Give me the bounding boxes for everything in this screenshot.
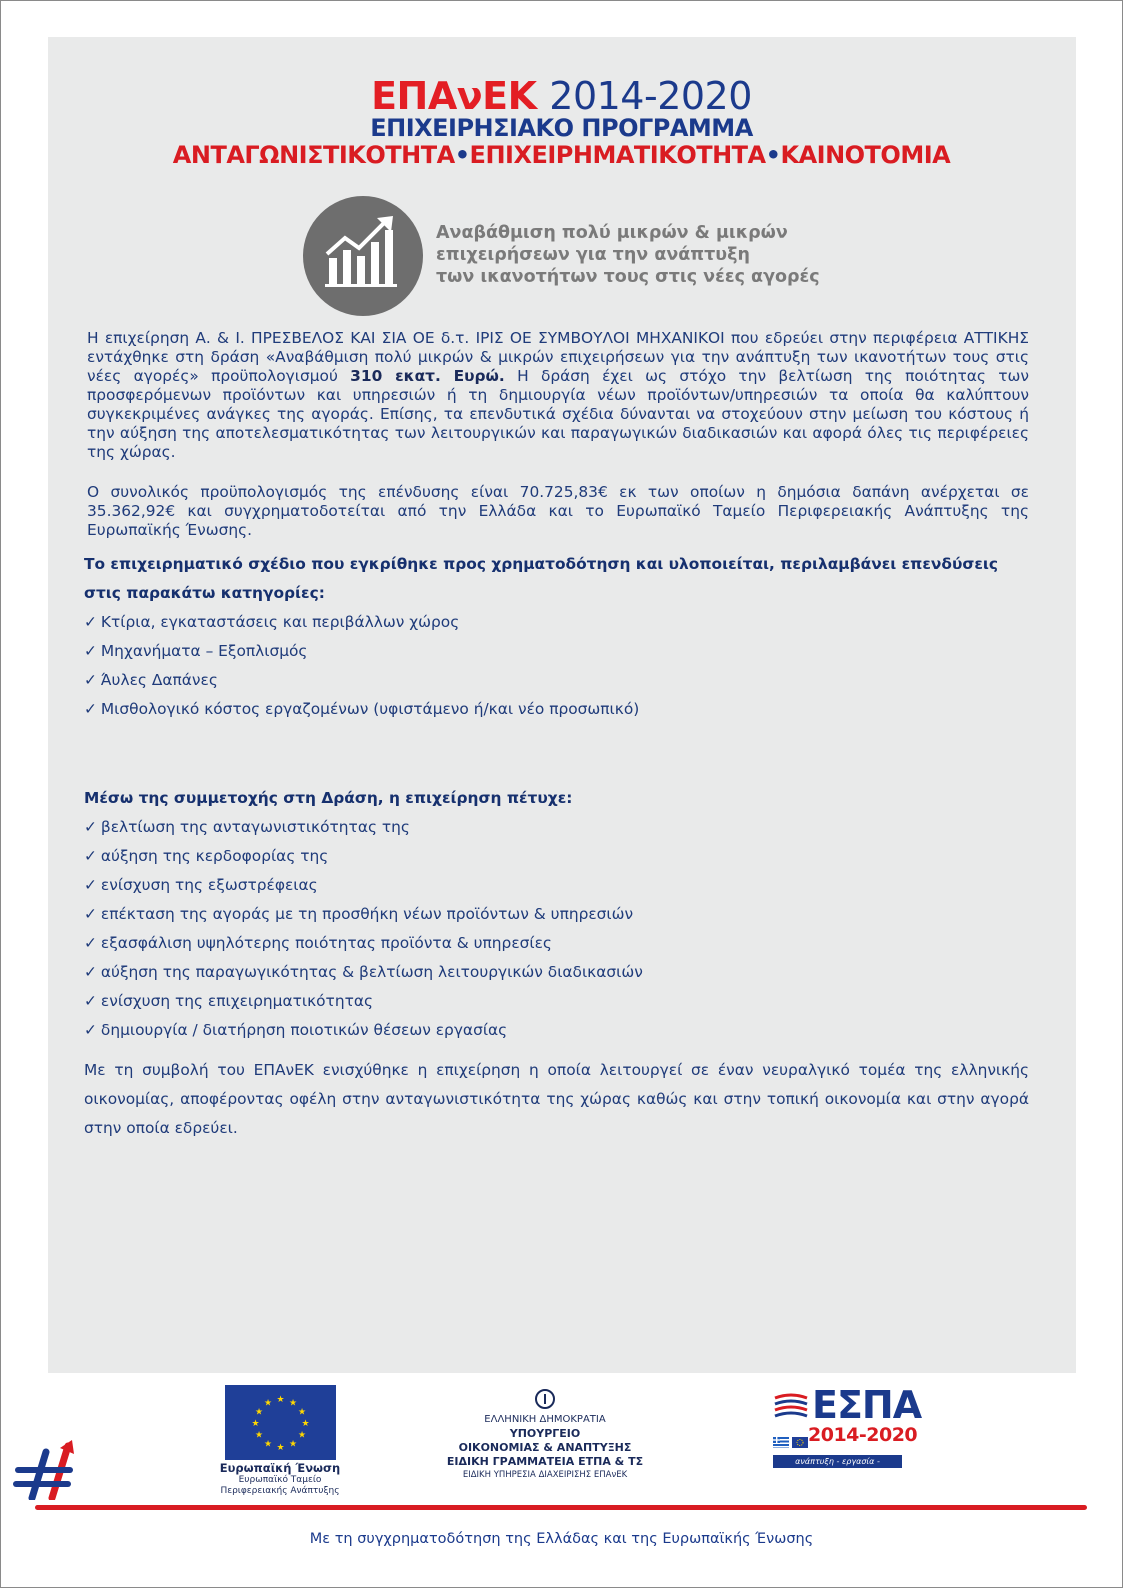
- svg-text:★: ★: [301, 1419, 310, 1429]
- list-item: [84, 987, 1044, 1016]
- footer-divider: [35, 1505, 1087, 1510]
- espa-slogan: ανάπτυξη - εργασία - αλληλεγγύη: [773, 1455, 902, 1468]
- ministry-line: ΕΙΔΙΚΗ ΥΠΗΡΕΣΙΑ ΔΙΑΧΕΙΡΙΣΗΣ ΕΠΑνΕΚ: [462, 1470, 628, 1480]
- checkmark-icon: ✓: [84, 992, 97, 1010]
- list-item-text: Κτίρια, εγκαταστάσεις και περιβάλλων χώρος: [100, 613, 460, 631]
- investments-section: [84, 550, 1044, 724]
- checkmark-icon: ✓: [84, 905, 97, 923]
- checkmark-icon: ✓: [84, 934, 97, 952]
- espa-waves-icon: [773, 1392, 809, 1422]
- eu-flag-icon: [225, 1385, 336, 1460]
- svg-text:★: ★: [297, 1407, 307, 1418]
- checkmark-icon: ✓: [84, 963, 97, 981]
- list-item: [84, 929, 1044, 958]
- budget-paragraph: Ο συνολικός προϋπολογισμός της επένδυσης είναι 70.725,83€ εκ των οποίων η δημόσια δαπάνη ανέρχεται σε 35.362,92€ και συγχρηματοδοτείται από την Ελλάδα και το Ευρωπαϊκό Ταμείο Περιφερειακής Ανάπτυξης της Ευρωπαϊκής Ένωσης.: [87, 483, 1029, 539]
- list-item: [84, 608, 1044, 637]
- list-item: [84, 871, 1044, 900]
- pillar-competitiveness: ΑΝΤΑΓΩΝΙΣΤΙΚΟΤΗΤΑ: [172, 141, 455, 169]
- list-item: [84, 666, 1044, 695]
- growth-chart-icon: [303, 196, 423, 316]
- checkmark-icon: ✓: [84, 613, 97, 631]
- svg-text:★: ★: [288, 1439, 298, 1450]
- svg-text:★: ★: [254, 1407, 264, 1418]
- checkmark-icon: ✓: [84, 642, 97, 660]
- cofinancing-text: Με τη συγχρηματοδότηση της Ελλάδας και της Ευρωπαϊκής Ένωσης: [309, 1531, 814, 1547]
- investments-title-line2: στις παρακάτω κατηγορίες:: [84, 584, 325, 602]
- list-item: [84, 900, 1044, 929]
- svg-text:★: ★: [288, 1398, 298, 1409]
- list-item-text: αύξηση της κερδοφορίας της: [100, 847, 329, 865]
- list-item-text: Μισθολογικό κόστος εργαζομένων (υφιστάμενο ή/και νέο προσωπικό): [100, 700, 640, 718]
- pillar-separator: •: [454, 141, 470, 169]
- list-item-text: Μηχανήματα – Εξοπλισμός: [100, 642, 308, 660]
- intro-text-continued: Η δράση έχει ως στόχο την βελτίωση της ποιότητας των προσφερόμενων προϊόντων και υπηρεσιών ή τη δημιουργία νέων προϊόντων/υπηρεσιών τα οποία θα καλύπτουν συγκεκριμένες ανάγκες της αγοράς. Επίσης, τα επενδυτικά σχέδια δύνανται να στοχεύουν στην μείωση του κόστους ή την αύξηση της αποτελεσματικότητας των λειτουργικών και παραγωγικών διαδικασιών και αφορά όλες τις περιφέρειες της χώρας.: [87, 367, 1029, 461]
- program-years: 2014-2020: [549, 74, 752, 118]
- checkmark-icon: ✓: [84, 700, 97, 718]
- espa-word: ΕΣΠΑ: [812, 1383, 922, 1427]
- eu-name: Ευρωπαϊκή Ένωση: [219, 1461, 341, 1475]
- ministry-line: ΟΙΚΟΝΟΜΙΑΣ & ΑΝΑΠΤΥΞΗΣ: [458, 1441, 632, 1454]
- ministry-line: ΥΠΟΥΡΓΕΙΟ: [509, 1427, 581, 1440]
- list-item: [84, 695, 1044, 724]
- list-item-text: ενίσχυση της εξωστρέφειας: [100, 876, 318, 894]
- list-item-text: Άυλες Δαπάνες: [100, 671, 218, 689]
- pillar-innovation: ΚΑΙΝΟΤΟΜΙΑ: [780, 141, 951, 169]
- action-budget: 310 εκατ. Ευρώ.: [350, 367, 505, 385]
- eu-logo-text: [200, 1462, 360, 1497]
- list-item: [84, 637, 1044, 666]
- espa-years: 2014-2020: [808, 1424, 918, 1446]
- checkmark-icon: ✓: [84, 818, 97, 836]
- checkmark-icon: ✓: [84, 1021, 97, 1039]
- hashtag-arrow-icon: [12, 1440, 82, 1500]
- list-item: [84, 842, 1044, 871]
- ministry-logo-text: [430, 1413, 660, 1481]
- program-pillars: [0, 140, 1123, 170]
- eu-fund-line2: Περιφερειακής Ανάπτυξης: [220, 1486, 340, 1496]
- intro-text: Η επιχείρηση Α. & Ι. ΠΡΕΣΒΕΛΟΣ ΚΑΙ ΣΙΑ ΟΕ δ.τ. ΙΡΙΣ ΟΕ ΣΥΜΒΟΥΛΟΙ ΜΗΧΑΝΙΚΟΙ που εδρεύει στην περιφέρεια ΑΤΤΙΚΗΣ εντάχθηκε στη δράση «Αναβάθμιση πολύ μικρών & μικρών επιχειρήσεων για την ανάπτυξη των ικανοτήτων τους στις νέες αγορές» προϋπολογισμού: [87, 329, 1029, 385]
- list-item-text: επέκταση της αγοράς με τη προσθήκη νέων προϊόντων & υπηρεσιών: [100, 905, 634, 923]
- list-item: [84, 813, 1044, 842]
- action-title-line: Αναβάθμιση πολύ μικρών & μικρών: [436, 223, 788, 243]
- svg-text:★: ★: [297, 1430, 307, 1441]
- results-title: Μέσω της συμμετοχής στη Δράση, η επιχείρηση πέτυχε:: [84, 789, 573, 807]
- list-item-text: ενίσχυση της επιχειρηματικότητας: [100, 992, 374, 1010]
- eu-fund-line1: Ευρωπαϊκό Ταμείο: [238, 1475, 322, 1485]
- investments-title-line1: Το επιχειρηματικό σχέδιο που εγκρίθηκε προς χρηματοδότηση και υλοποιείται, περιλαμβάνει επενδύσεις: [84, 555, 999, 573]
- flags-icon: [773, 1434, 809, 1450]
- intro-paragraph: [87, 329, 1029, 462]
- greek-emblem-icon: [535, 1389, 555, 1409]
- svg-text:★: ★: [276, 1443, 285, 1453]
- action-title-line: επιχειρήσεων για την ανάπτυξη: [436, 245, 750, 265]
- list-item-text: δημιουργία / διατήρηση ποιοτικών θέσεων εργασίας: [100, 1021, 508, 1039]
- closing-paragraph: Με τη συμβολή του ΕΠΑνΕΚ ενισχύθηκε η επιχείρηση η οποία λειτουργεί σε έναν νευραλγικό τομέα της ελληνικής οικονομίας, αποφέροντας οφέλη στην ανταγωνιστικότητα της χώρας καθώς και στην τοπική οικονομία και στην αγορά στην οποία εδρεύει.: [84, 1061, 1029, 1137]
- ministry-line: ΕΛΛΗΝΙΚΗ ΔΗΜΟΚΡΑΤΙΑ: [484, 1414, 606, 1425]
- checkmark-icon: ✓: [84, 876, 97, 894]
- list-item: [84, 958, 1044, 987]
- list-item-text: εξασφάλιση υψηλότερης ποιότητας προϊόντα & υπηρεσίες: [100, 934, 552, 952]
- svg-text:★: ★: [263, 1439, 273, 1450]
- svg-text:★: ★: [254, 1430, 264, 1441]
- list-item-text: αύξηση της παραγωγικότητας & βελτίωση λειτουργικών διαδικασιών: [100, 963, 643, 981]
- program-acronym: ΕΠΑνΕΚ: [371, 74, 537, 118]
- checkmark-icon: ✓: [84, 671, 97, 689]
- list-item: [84, 1016, 1044, 1045]
- action-title: [436, 222, 856, 288]
- action-title-line: των ικανοτήτων τους στις νέες αγορές: [436, 267, 820, 287]
- svg-text:★: ★: [276, 1395, 285, 1405]
- checkmark-icon: ✓: [84, 847, 97, 865]
- program-subtitle: ΕΠΙΧΕΙΡΗΣΙΑΚΟ ΠΡΟΓΡΑΜΜΑ: [370, 114, 753, 142]
- svg-text:★: ★: [251, 1419, 260, 1429]
- pillar-separator: •: [765, 141, 781, 169]
- svg-text:★: ★: [263, 1398, 273, 1409]
- results-section: [84, 784, 1044, 1045]
- program-logo: [0, 74, 1123, 118]
- list-item-text: βελτίωση της ανταγωνιστικότητας της: [100, 818, 410, 836]
- ministry-line: ΕΙΔΙΚΗ ΓΡΑΜΜΑΤΕΙΑ ΕΤΠΑ & ΤΣ: [446, 1455, 644, 1468]
- pillar-entrepreneurship: ΕΠΙΧΕΙΡΗΜΑΤΙΚΟΤΗΤΑ: [469, 141, 766, 169]
